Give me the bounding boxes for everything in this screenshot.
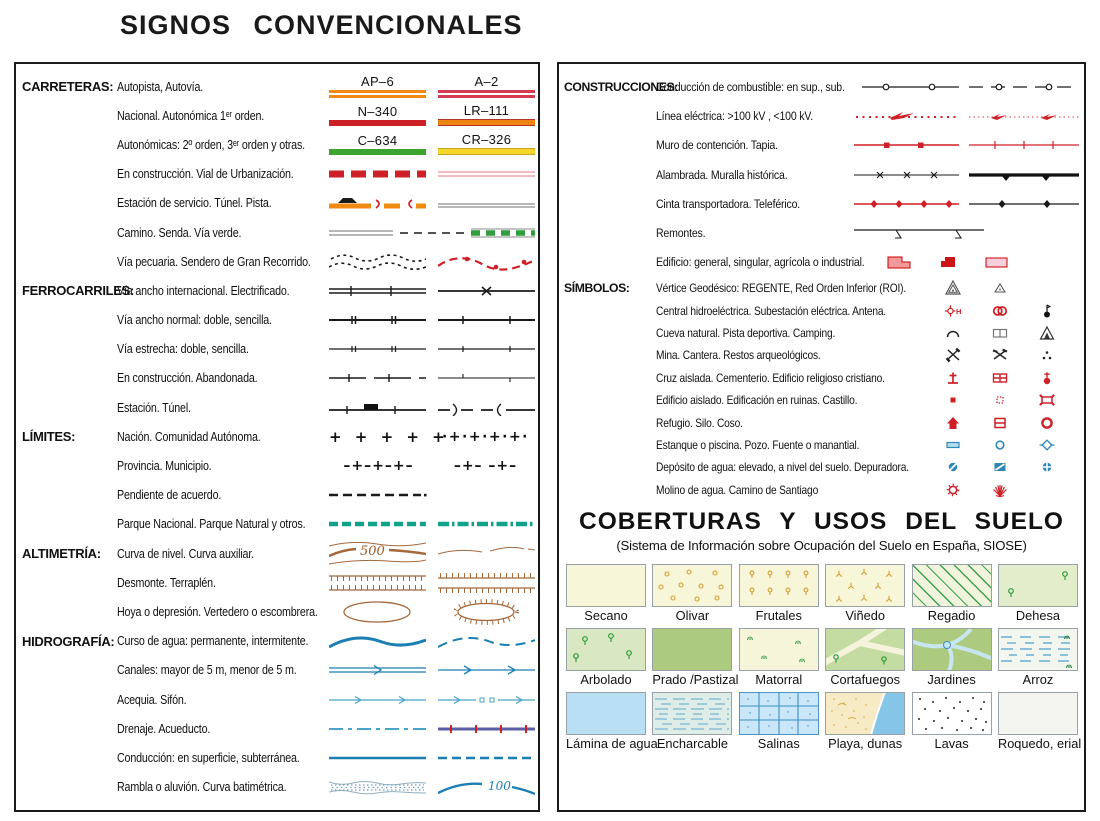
small-canal-icon [438, 663, 535, 677]
legend-row [559, 189, 1084, 218]
road-shield: AP–6 [360, 73, 394, 89]
region-boundary-icon: ·+·+·+·+· [441, 428, 529, 445]
dehesa-tree-pattern-icon [999, 565, 1077, 606]
swatch-label: Encharcable [656, 736, 728, 751]
olive-pattern-icon [653, 565, 731, 606]
landcover-cell [825, 564, 905, 624]
lamina-agua-swatch [566, 692, 646, 735]
row-description: Remontes. [656, 226, 706, 241]
agreement-slope-icon [329, 490, 429, 500]
legend-row [559, 411, 1084, 433]
depression-icon [329, 599, 426, 625]
geodesic-vertex-regente-icon [944, 279, 962, 297]
row-description: Curso de agua: permanente, intermitente. [117, 634, 309, 649]
row-description: Vía ancho normal: doble, sencilla. [117, 313, 272, 328]
rail-station-icon [329, 400, 426, 416]
single-track-rail-icon [438, 313, 535, 327]
electrified-rail-icon [438, 284, 535, 298]
row-description: Conducción: en superficie, subterránea. [117, 750, 300, 765]
drainage-icon [329, 722, 426, 736]
landcover-cell [912, 628, 992, 688]
landcover-subtitle: (Sistema de Información sobre Ocupación del Suelo en España, SIOSE) [616, 538, 1027, 553]
other-road-symbol [438, 134, 535, 155]
row-description: Vía estrecha: doble, sencilla. [117, 342, 249, 357]
landcover-cell [652, 628, 739, 688]
dump-site-icon [438, 599, 535, 625]
legend-row [16, 160, 538, 189]
svg-text:500: 500 [360, 544, 385, 560]
arroz-swatch [998, 628, 1078, 671]
regional1-line-icon [438, 119, 535, 126]
landcover-cell [912, 692, 992, 752]
garden-paths-pattern-icon [913, 629, 991, 670]
legend-row [16, 597, 538, 626]
swatch-label: Lámina de agua [566, 736, 658, 751]
cutting-icon [329, 572, 426, 594]
landcover-cell [997, 692, 1082, 752]
arbolado-swatch [566, 628, 646, 671]
ski-lift-icon [854, 224, 984, 242]
gr-trail-icon [438, 252, 535, 272]
ruins-icon [991, 391, 1009, 409]
section-label-hidrografia: HIDROGRAFÍA: [22, 633, 115, 649]
autovia-line-icon [438, 90, 535, 98]
motorway-line-icon [329, 90, 426, 98]
building-industrial-icon [984, 254, 1010, 270]
greenway-icon [471, 226, 535, 240]
power-line-low-icon [969, 108, 1079, 124]
legend-row [559, 299, 1084, 321]
olivar-swatch [652, 564, 732, 607]
retaining-wall-icon [854, 137, 959, 153]
narrow-single-rail-icon [438, 342, 535, 356]
landcover-cell [739, 564, 819, 624]
row-description: Refugio. Silo. Coso. [656, 415, 743, 430]
swatch-label: Arbolado [580, 672, 632, 687]
landcover-cell [825, 692, 905, 752]
row-description: Nacional. Autonómica 1ᵉʳ orden. [117, 108, 265, 123]
wash-alluvium-icon [329, 777, 426, 797]
water-mill-icon [944, 481, 962, 499]
row-description: Autopista, Autovía. [117, 79, 204, 94]
legend-row [16, 130, 538, 159]
legend-row [559, 131, 1084, 160]
fruit-tree-pattern-icon [740, 565, 818, 606]
legend-row [16, 656, 538, 685]
swatch-label: Secano [584, 608, 628, 623]
legend-row [16, 189, 538, 218]
landcover-cell [998, 564, 1078, 624]
swatch-label: Prado /Pastizal [652, 672, 739, 687]
salinas-swatch [739, 692, 819, 735]
regional1-road-symbol [438, 105, 535, 126]
legend-row [16, 247, 538, 276]
substation-icon [991, 302, 1009, 320]
legend-row [16, 627, 538, 656]
wire-fence-icon [854, 167, 959, 183]
geodesic-vertex-roi-icon [991, 279, 1009, 297]
regadio-swatch [912, 564, 992, 607]
landcover-cell [566, 628, 646, 688]
archaeological-remains-icon [1038, 346, 1056, 364]
lava-dots-pattern-icon [913, 693, 991, 734]
row-description: En construcción. Vial de Urbanización. [117, 167, 294, 182]
swatch-label: Lavas [934, 736, 969, 751]
blank-icon [1038, 481, 1056, 499]
row-description: En construcción. Abandonada. [117, 371, 258, 386]
row-description: Rambla o aluvión. Curva batimétrica. [117, 780, 287, 795]
swatch-label: Salinas [757, 736, 800, 751]
cable-car-icon [969, 196, 1079, 212]
isolated-building-icon [944, 391, 962, 409]
legend-row [16, 422, 538, 451]
municipality-boundary-icon: –+– –+– [453, 458, 518, 475]
sports-court-icon [991, 324, 1009, 342]
vinedo-swatch [825, 564, 905, 607]
row-description: Provincia. Municipio. [117, 459, 212, 474]
contour-line-icon [329, 540, 426, 567]
legend-row [16, 101, 538, 130]
legend-row [559, 101, 1084, 130]
swatch-label: Regadio [927, 608, 976, 623]
row-description: Alambrada. Muralla histórica. [656, 167, 788, 182]
legend-row [16, 306, 538, 335]
row-description: Drenaje. Acueducto. [117, 721, 211, 736]
well-icon [991, 436, 1009, 454]
row-description: Vértice Geodésico: REGENTE, Red Orden Inferior (ROI). [656, 281, 907, 296]
row-description: Autonómicas: 2º orden, 3ᵉʳ orden y otras. [117, 137, 305, 152]
scrub-pattern-icon [740, 629, 818, 670]
row-description: Muro de contención. Tapia. [656, 138, 778, 153]
legend-row [16, 539, 538, 568]
swatch-label: Roquedo, erial [997, 736, 1082, 751]
conveyor-belt-icon [854, 196, 959, 212]
swatch-label: Cortafuegos [830, 672, 901, 687]
underground-pipe-icon [438, 753, 535, 763]
dehesa-swatch [998, 564, 1078, 607]
row-description: Nación. Comunidad Autónoma. [117, 429, 261, 444]
row-description: Vía pecuaria. Sendero de Gran Recorrido. [117, 254, 311, 269]
legend-row [16, 335, 538, 364]
landcover-cell [825, 628, 905, 688]
hydro-plant-icon [944, 302, 962, 320]
legend-row [559, 479, 1084, 501]
camino-santiago-shell-icon [991, 481, 1009, 499]
section-label-altimetria: ALTIMETRÍA: [22, 546, 101, 562]
natural-park-boundary-icon [438, 519, 535, 529]
footpath-icon [400, 226, 464, 240]
row-description: Hoya o depresión. Vertedero o escombrera. [117, 604, 318, 619]
row-description: Estación de servicio. Túnel. Pista. [117, 196, 272, 211]
landcover-cell [652, 564, 732, 624]
fuel-pipeline-underground-icon [969, 79, 1079, 95]
road-shield: N–340 [357, 103, 398, 119]
swatch-label: Olivar [675, 608, 710, 623]
beach-dunes-pattern-icon [826, 693, 904, 734]
row-description: Camino. Senda. Vía verde. [117, 225, 242, 240]
legend-row [16, 481, 538, 510]
cave-icon [944, 324, 962, 342]
row-description: Edificio aislado. Edificación en ruinas. Castillo. [656, 393, 858, 408]
power-line-high-icon [854, 108, 959, 124]
water-treatment-icon [1038, 458, 1056, 476]
dirt-road-icon [329, 226, 393, 240]
row-description: Parque Nacional. Parque Natural y otros. [117, 517, 306, 532]
right-panel [557, 62, 1086, 812]
row-description: Central hidroeléctrica. Subestación eléctrica. Antena. [656, 303, 887, 318]
landcover-cell [912, 564, 992, 624]
rail-tunnel-icon [438, 400, 535, 416]
row-description: Desmonte. Terraplén. [117, 575, 216, 590]
road-shield: A–2 [474, 73, 499, 89]
antenna-icon [1038, 302, 1056, 320]
abandoned-rail-icon [438, 371, 535, 385]
row-description: Estación. Túnel. [117, 400, 191, 415]
fuel-pipeline-surface-icon [854, 79, 959, 95]
bathymetric-contour-icon [438, 777, 535, 797]
urbanization-road-icon [438, 169, 535, 179]
swatch-label: Dehesa [1015, 608, 1060, 623]
quarry-icon [991, 346, 1009, 364]
national-boundary-icon: + + + + + [329, 427, 449, 446]
swatch-label: Viñedo [845, 608, 885, 623]
track-icon [438, 195, 535, 211]
row-description: Cinta transportadora. Teleférico. [656, 196, 801, 211]
vine-pattern-icon [826, 565, 904, 606]
matorral-swatch [739, 628, 819, 671]
siphon-icon [438, 693, 535, 707]
landcover-cell [739, 692, 819, 752]
legend-row [16, 568, 538, 597]
autovia-symbol [438, 73, 535, 98]
svg-text:100: 100 [488, 779, 511, 794]
section-label-simbolos: SÍMBOLOS: [564, 281, 630, 296]
legend-row [16, 451, 538, 480]
playa-swatch [825, 692, 905, 735]
refuge-icon [944, 414, 962, 432]
prado-swatch [652, 628, 732, 671]
row-description: Conducción de combustible: en sup., sub. [656, 79, 845, 94]
province-boundary-icon: –+–+–+– [343, 458, 414, 475]
rice-pattern-icon [999, 629, 1077, 670]
silo-icon [991, 414, 1009, 432]
svg-text:H: H [956, 306, 962, 316]
spring-icon [1038, 436, 1056, 454]
surface-pipe-icon [329, 753, 426, 763]
landcover-title: COBERTURAS Y USOS DEL SUELO [579, 508, 1064, 535]
elevated-water-tank-icon [944, 458, 962, 476]
livestock-track-icon [329, 252, 426, 272]
section-label-limites: LÍMITES: [22, 429, 76, 445]
legend-row [16, 714, 538, 743]
regional2-line-icon [329, 149, 426, 155]
other-road-line-icon [438, 148, 535, 155]
arbolado-tree-pattern-icon [567, 629, 645, 670]
row-description: Canales: mayor de 5 m, menor de 5 m. [117, 663, 297, 678]
legend-row [559, 218, 1084, 247]
landcover-cell [998, 628, 1078, 688]
intermittent-stream-icon [438, 630, 535, 652]
frutales-swatch [739, 564, 819, 607]
section-label-construcciones: CONSTRUCCIONES: [564, 79, 678, 94]
national-road-symbol [329, 103, 426, 126]
secano-swatch [566, 564, 646, 607]
irrigation-ditch-icon [329, 693, 426, 707]
legend-row [16, 685, 538, 714]
auxiliary-contour-icon [438, 540, 535, 567]
legend-row [16, 364, 538, 393]
road-shield: LR–111 [463, 103, 510, 119]
building-singular-icon [938, 254, 958, 270]
legend-row [16, 218, 538, 247]
legend-row [559, 367, 1084, 389]
blank-icon [1038, 279, 1056, 297]
castle-icon [1038, 391, 1056, 409]
legend-row [559, 456, 1084, 478]
legend-row [559, 277, 1084, 299]
isolated-cross-icon [944, 369, 962, 387]
legend-row [16, 72, 538, 101]
regional2-road-symbol [329, 132, 426, 155]
legend-row [559, 248, 1084, 277]
roquedo-swatch [998, 692, 1078, 735]
swatch-label: Frutales [755, 608, 802, 623]
row-description: Edificio: general, singular, agrícola o industrial. [656, 255, 865, 270]
embankment-icon [438, 572, 535, 594]
national-line-icon [329, 120, 426, 126]
row-description: Cruz aislada. Cementerio. Edificio religioso cristiano. [656, 370, 885, 385]
narrow-double-rail-icon [329, 342, 426, 356]
section-label-carreteras: CARRETERAS: [22, 79, 114, 95]
road-under-construction-icon [329, 169, 426, 179]
wall-icon [969, 137, 1079, 153]
row-description: Mina. Cantera. Restos arqueológicos. [656, 348, 821, 363]
encharcable-swatch [652, 692, 732, 735]
ground-water-tank-icon [991, 458, 1009, 476]
mine-icon [944, 346, 962, 364]
camping-icon [1038, 324, 1056, 342]
building-general-icon [886, 254, 912, 270]
row-description: Depósito de agua: elevado, a nivel del suelo. Depuradora. [656, 460, 909, 475]
legend-row [16, 743, 538, 772]
landcover-cell [566, 564, 646, 624]
aqueduct-icon [438, 722, 535, 736]
row-description: Curva de nivel. Curva auxiliar. [117, 546, 254, 561]
saltpan-grid-pattern-icon [740, 693, 818, 734]
swatch-label: Arroz [1022, 672, 1054, 687]
jardines-swatch [912, 628, 992, 671]
row-description: Línea eléctrica: >100 kV , <100 kV. [656, 108, 814, 123]
cortafuegos-swatch [825, 628, 905, 671]
motorway-symbol [329, 73, 426, 98]
legend-row [559, 160, 1084, 189]
legend-row [16, 773, 538, 802]
legend-row [559, 344, 1084, 366]
lavas-swatch [912, 692, 992, 735]
legend-row [16, 510, 538, 539]
legend-row [559, 72, 1084, 101]
bullring-icon [1038, 414, 1056, 432]
road-shield: C–634 [357, 132, 398, 148]
double-track-rail-icon [329, 313, 426, 327]
service-station-tunnel-icon [329, 195, 426, 211]
road-shield: CR–326 [461, 132, 512, 148]
landcover-cell [739, 628, 819, 688]
row-description: Pendiente de acuerdo. [117, 488, 222, 503]
landcover-cell [566, 692, 658, 752]
firebreak-pattern-icon [826, 629, 904, 670]
large-canal-icon [329, 663, 426, 677]
historic-wall-icon [969, 167, 1079, 183]
section-label-ferrocarriles: FERROCARRILES: [22, 283, 135, 299]
landcover-grid [566, 564, 1082, 752]
row-description: Cueva natural. Pista deportiva. Camping. [656, 326, 836, 341]
row-description: Molino de agua. Camino de Santiago [656, 482, 819, 497]
pond-pool-icon [944, 436, 962, 454]
legend-row [559, 434, 1084, 456]
left-panel [14, 62, 540, 812]
cemetery-icon [991, 369, 1009, 387]
row-description: Vía ancho internacional. Electrificado. [117, 283, 290, 298]
permanent-stream-icon [329, 630, 426, 652]
legend-row [16, 393, 538, 422]
legend-row [559, 322, 1084, 344]
landcover-cell [652, 692, 732, 752]
swatch-label: Jardines [927, 672, 976, 687]
row-description: Estanque o piscina. Pozo. Fuente o manantial. [656, 438, 860, 452]
christian-religious-building-icon [1038, 369, 1056, 387]
swatch-label: Matorral [755, 672, 803, 687]
swatch-label: Playa, dunas [828, 736, 903, 751]
rail-under-construction-icon [329, 371, 426, 385]
legend-row [559, 389, 1084, 411]
row-description: Acequia. Sifón. [117, 692, 187, 707]
marsh-pattern-icon [653, 693, 731, 734]
international-gauge-rail-icon [329, 284, 426, 298]
national-park-boundary-icon [329, 519, 426, 529]
page-title: SIGNOS CONVENCIONALES [120, 10, 523, 40]
legend-row [16, 276, 538, 305]
